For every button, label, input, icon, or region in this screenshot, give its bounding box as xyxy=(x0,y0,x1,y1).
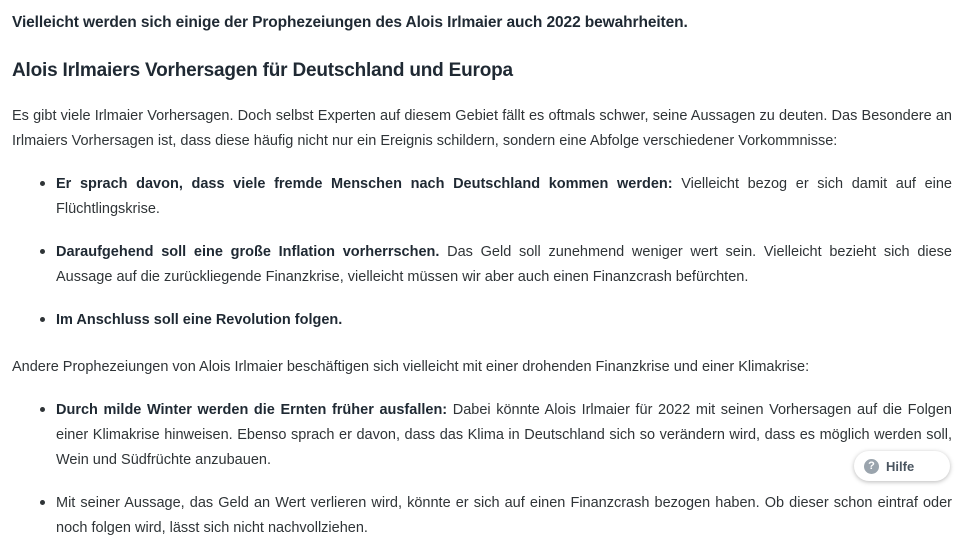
list-item xyxy=(40,491,952,541)
prophecy-list-second xyxy=(12,398,952,541)
intro-paragraph: Es gibt viele Irlmaier Vorhersagen. Doch selbst Experten auf diesem Gebiet fällt es oftmals schwer, seine Aussagen zu deuten. Das Besondere an Irlmaiers Vorhersagen ist, dass diese häufig nicht nur ein Ereignis schildern, sondern eine Abfolge verschiedener Vorkommnisse: xyxy=(12,108,952,150)
list-item-bold: Im Anschluss soll eine Revolution folgen. xyxy=(56,312,343,329)
page-title: Alois Irlmaiers Vorhersagen für Deutschland und Europa xyxy=(12,60,513,82)
list-item xyxy=(40,398,952,473)
prophecy-list-first xyxy=(12,172,952,333)
list-item-bold: Durch milde Winter werden die Ernten früher ausfallen: xyxy=(56,401,448,418)
list-item xyxy=(40,172,952,222)
question-mark-icon: ? xyxy=(864,459,879,474)
list-item-text: Vielleicht bezog er sich damit auf eine Flüchtlingskrise. xyxy=(56,176,952,218)
help-button[interactable] xyxy=(854,451,950,481)
middle-paragraph: Andere Prophezeiungen von Alois Irlmaier beschäftigen sich vielleicht mit einer drohenden Finanzkrise und einer Klimakrise: xyxy=(12,359,810,376)
lead-paragraph: Vielleicht werden sich einige der Prophezeiungen des Alois Irlmaier auch 2022 bewahrheiten. xyxy=(12,14,688,31)
list-item-text: Mit seiner Aussage, das Geld an Wert verlieren wird, könnte er sich auf einen Finanzcrash bezogen haben. Ob dieser schon eintraf oder noch folgen wird, lässt sich nicht nachvollziehen. xyxy=(56,494,952,536)
list-item-bold: Daraufgehend soll eine große Inflation vorherrschen. xyxy=(56,244,440,261)
list-item xyxy=(40,308,952,333)
list-item-text: Das Geld soll zunehmend weniger wert sein. Vielleicht bezieht sich diese Aussage auf die zurückliegende Finanzkrise, vielleicht müssen wir aber auch einen Finanzcrash befürchten. xyxy=(56,244,952,286)
list-item-text: Dabei könnte Alois Irlmaier für 2022 mit seinen Vorhersagen auf die Folgen einer Klimakrise hinweisen. Ebenso sprach er davon, dass das Klima in Deutschland sich so verändern wird, dass es möglich werden soll, Wein und Südfrüchte anzubauen. xyxy=(56,401,952,468)
list-item xyxy=(40,240,952,290)
help-button-label: Hilfe xyxy=(886,458,915,474)
list-item-bold: Er sprach davon, dass viele fremde Menschen nach Deutschland kommen werden: xyxy=(56,176,673,193)
